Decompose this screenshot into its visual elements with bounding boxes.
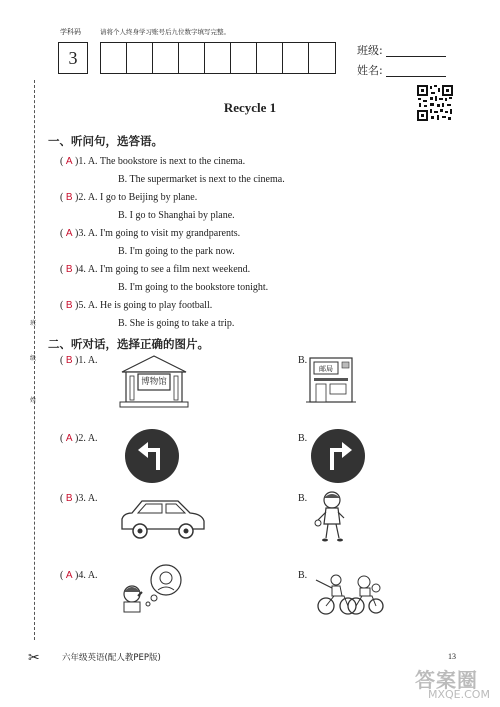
option-b-label: B. (298, 355, 308, 366)
section1-heading: 一、听问句，选答语。 (48, 134, 163, 148)
section2-heading: 二、听对话，选择正确的图片。 (48, 337, 209, 351)
digit-cell[interactable] (179, 43, 205, 73)
car-icon[interactable] (118, 495, 208, 543)
museum-image[interactable] (118, 352, 190, 410)
option-b-label: B. (298, 493, 308, 504)
side-label-class: 班 (30, 320, 37, 327)
answer-mark: A (65, 156, 73, 167)
question-number: 4. (78, 264, 86, 275)
answer-mark: A (65, 228, 73, 239)
side-label-name: 姓 (30, 397, 37, 404)
option-a-text: A. The bookstore is next to the cinema. (87, 156, 246, 167)
picture-question-3: ( B )3. A. (60, 493, 98, 504)
answer-mark: A (65, 433, 73, 444)
picture-question-1: ( B )1. A. (60, 355, 98, 366)
digit-cell[interactable] (257, 43, 283, 73)
subject-code-label: 学科码 (60, 28, 81, 36)
post-office-icon (306, 352, 356, 407)
question-4: ( B )4. A. I'm going to see a film next weekend. (60, 264, 251, 275)
option-b-text: B. I'm going to the bookstore tonight. (118, 282, 269, 293)
question-number: 1. (78, 156, 86, 167)
digit-cell[interactable] (127, 43, 153, 73)
option-a-text: A. I'm going to see a film next weekend. (87, 264, 251, 275)
answer-mark: A (65, 570, 73, 581)
option-b-text: B. I'm going to the park now. (118, 246, 235, 257)
turn-right-sign-icon[interactable] (310, 428, 366, 484)
answer-mark: B (65, 300, 73, 311)
phone-call-icon[interactable] (118, 562, 188, 614)
watermark-logo: 答案圈 (415, 668, 478, 692)
question-number: 3. (78, 493, 86, 504)
option-a-label: A. (87, 355, 98, 366)
question-2: ( B )2. A. I go to Beijing by plane. (60, 192, 198, 203)
side-label-level: 级 (30, 355, 37, 362)
digit-cell[interactable] (283, 43, 309, 73)
question-5: ( B )5. A. He is going to play football. (60, 300, 213, 311)
answer-mark: B (65, 264, 73, 275)
page-title: Recycle 1 (223, 100, 277, 115)
picture-question-2: ( A )2. A. (60, 433, 98, 444)
subject-code-box: 3 (58, 42, 88, 74)
question-1: ( A )1. A. The bookstore is next to the cinema. (60, 156, 246, 167)
name-field[interactable] (386, 64, 446, 77)
digit-cell[interactable] (231, 43, 257, 73)
option-a-text: A. I go to Beijing by plane. (87, 192, 198, 203)
picture-question-4: ( A )4. A. (60, 570, 98, 581)
question-number: 3. (78, 228, 86, 239)
class-label: 班级: (357, 44, 383, 57)
account-digit-grid[interactable] (100, 42, 336, 74)
name-label: 姓名: (357, 64, 383, 77)
answer-mark: B (65, 493, 73, 504)
option-b-text: B. She is going to take a trip. (118, 318, 235, 329)
question-number: 1. (78, 355, 86, 366)
museum-sign-text: 博物馆 (141, 377, 167, 387)
option-b-label: B. (298, 570, 308, 581)
answer-mark: B (65, 192, 73, 203)
question-3: ( A )3. A. I'm going to visit my grandparents. (60, 228, 241, 239)
turn-left-sign-icon[interactable] (124, 428, 180, 484)
class-field[interactable] (386, 44, 446, 57)
watermark-url: MXQE.COM (428, 688, 490, 701)
option-a-label: A. (87, 493, 98, 504)
digit-cell[interactable] (153, 43, 179, 73)
option-a-label: A. (87, 570, 98, 581)
scissors-icon: ✂ (28, 650, 40, 666)
option-b-text: B. The supermarket is next to the cinema. (118, 174, 285, 185)
question-number: 5. (78, 300, 86, 311)
riding-bikes-icon[interactable] (312, 566, 384, 618)
digit-cell[interactable] (309, 43, 335, 73)
option-a-label: A. (87, 433, 98, 444)
question-number: 4. (78, 570, 86, 581)
option-b-text: B. I go to Shanghai by plane. (118, 210, 235, 221)
book-title: 六年级英语(配人教PEP版) (62, 653, 161, 663)
answer-mark: B (65, 355, 73, 366)
option-a-text: A. He is going to play football. (87, 300, 213, 311)
post-office-sign-text: 邮局 (319, 365, 333, 373)
page-number: 13 (448, 652, 456, 661)
digit-cell[interactable] (205, 43, 231, 73)
walking-girl-icon[interactable] (312, 490, 348, 546)
digit-cell[interactable] (101, 43, 127, 73)
option-b-label: B. (298, 433, 308, 444)
post-office-image[interactable] (306, 352, 356, 407)
instruction-text: 请将个人终身学习账号后九位数字填写完整。 (100, 28, 230, 36)
option-a-text: A. I'm going to visit my grandparents. (87, 228, 241, 239)
question-number: 2. (78, 192, 86, 203)
question-number: 2. (78, 433, 86, 444)
